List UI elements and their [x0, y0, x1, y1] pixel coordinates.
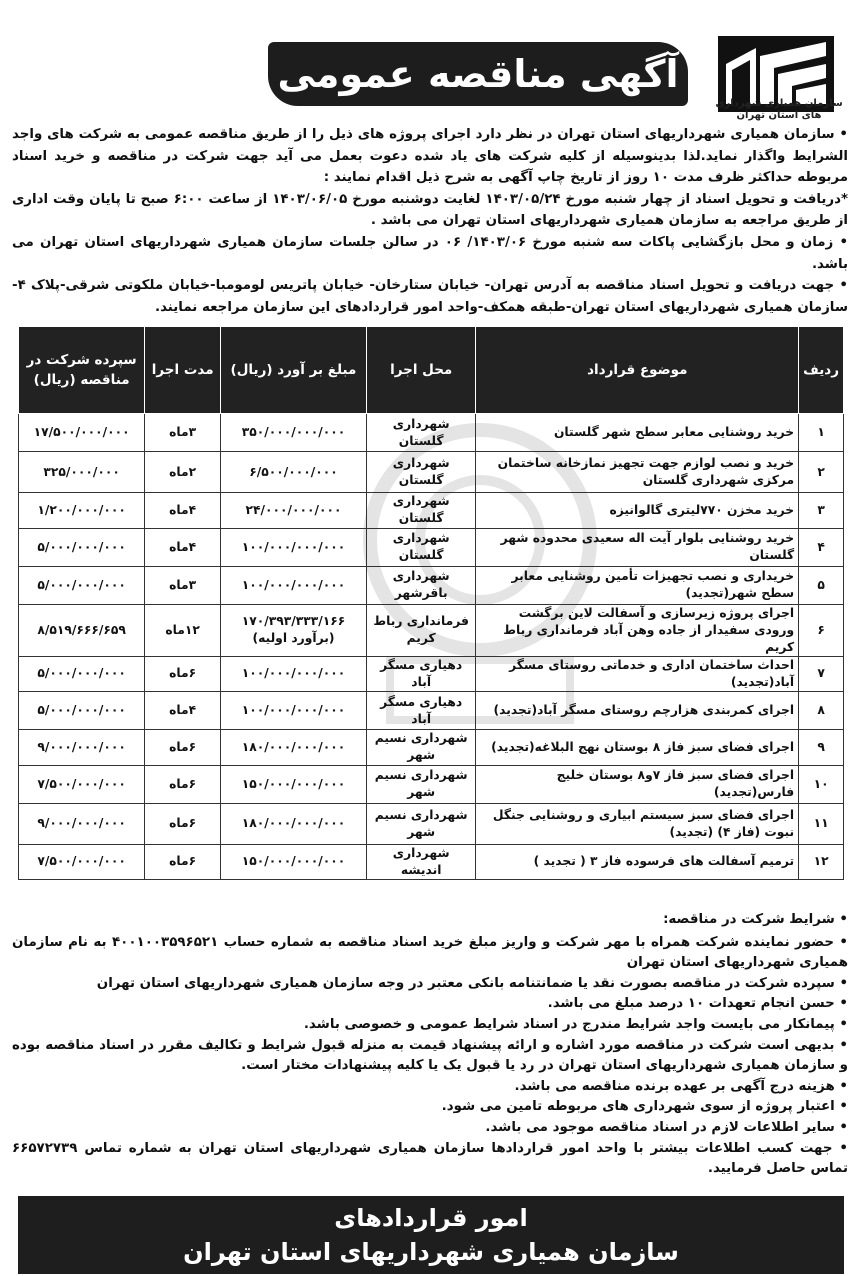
table-row	[19, 730, 844, 766]
intro-paragraph-2: *دریافت و تحویل اسناد از چهار شنبه مورخ ۱۴۰۳/۰۵/۲۴ لغایت دوشنبه مورخ ۱۴۰۳/۰۶/۰۵ از ساعت ۶:۰۰ صبح تا پایان وقت اداری از طریق مراجعه به سازمان همیاری شهرداریهای استان تهران می باشد .	[12, 191, 848, 229]
cell-row-no: ۶	[799, 604, 844, 656]
title-banner	[268, 42, 688, 106]
cell-deposit: ۷/۵۰۰/۰۰۰/۰۰۰	[19, 844, 145, 880]
condition-item: • پیمانکار می بایست واجد شرایط مندرج در اسناد شرایط عمومی و خصوصی باشد.	[303, 1016, 848, 1032]
cell-estimate: ۱۸۰/۰۰۰/۰۰۰/۰۰۰	[221, 730, 367, 766]
cell-estimate: ۱۷۰/۳۹۳/۳۳۳/۱۶۶ (برآورد اولیه)	[221, 604, 367, 656]
cell-estimate: ۱۰۰/۰۰۰/۰۰۰/۰۰۰	[221, 566, 367, 604]
condition-item: • هزینه درج آگهی بر عهده برنده مناقصه می باشد.	[514, 1078, 848, 1094]
cell-estimate: ۱۰۰/۰۰۰/۰۰۰/۰۰۰	[221, 656, 367, 692]
cell-estimate: ۲۴/۰۰۰/۰۰۰/۰۰۰	[221, 493, 367, 529]
header-row-no: ردیف	[799, 327, 844, 414]
condition-item: • سایر اطلاعات لازم در اسناد مناقصه موجود می باشد.	[485, 1119, 848, 1135]
cell-deposit: ۹/۰۰۰/۰۰۰/۰۰۰	[19, 803, 145, 844]
table-row	[19, 528, 844, 566]
notice-header	[0, 14, 862, 122]
cell-location: شهرداری نسیم شهر	[366, 803, 476, 844]
table-row	[19, 414, 844, 452]
cell-duration: ۶ماه	[145, 656, 221, 692]
header-deposit: سپرده شرکت در مناقصه (ریال)	[19, 327, 145, 414]
cell-subject: خرید و نصب لوازم جهت تجهیز نمازخانه ساختمان مرکزی شهرداری گلستان	[476, 452, 799, 493]
cell-deposit: ۵/۰۰۰/۰۰۰/۰۰۰	[19, 692, 145, 730]
cell-row-no: ۱۱	[799, 803, 844, 844]
cell-deposit: ۵/۰۰۰/۰۰۰/۰۰۰	[19, 528, 145, 566]
cell-row-no: ۲	[799, 452, 844, 493]
table-row	[19, 803, 844, 844]
cell-subject: خرید روشنایی معابر سطح شهر گلستان	[476, 414, 799, 452]
cell-duration: ۴ماه	[145, 493, 221, 529]
cell-duration: ۴ماه	[145, 528, 221, 566]
intro-paragraph-4: • جهت دریافت و تحویل اسناد مناقصه به آدرس تهران- خیابان ستارخان- خیابان پاتریس لومومبا-خیابان ملکوتی شرقی-پلاک ۴- سازمان همیاری شهرداریهای استان تهران-طبقه همکف-واحد امور قراردادهای این سازمان مراجعه نمایند.	[12, 278, 848, 315]
condition-item: • حضور نماینده شرکت همراه با مهر شرکت و واریز مبلغ خرید اسناد مناقصه به شماره حساب ۴۰۰۱۰۰۳۵۹۶۵۲۱ به نام سازمان همیاری شهرداریهای استان تهران	[12, 934, 848, 971]
logo-caption: سازمان همیاری شهرداری های استان تهران	[715, 98, 843, 121]
cell-location: شهرداری گلستان	[366, 528, 476, 566]
cell-duration: ۳ماه	[145, 414, 221, 452]
cell-subject: اجرای فضای سبز فاز ۷و۸ بوستان خلیج فارس(تجدید)	[476, 765, 799, 803]
cell-duration: ۶ماه	[145, 730, 221, 766]
cell-subject: ترمیم آسفالت های فرسوده فاز ۳ ( تجدید )	[476, 844, 799, 880]
table-row	[19, 604, 844, 656]
cell-location: دهیاری مسگر آباد	[366, 656, 476, 692]
cell-subject: اجرای فضای سبز سیستم ابیاری و روشنایی جنگل نبوت (فاز ۴) (تجدید)	[476, 803, 799, 844]
cell-duration: ۶ماه	[145, 844, 221, 880]
cell-location: شهرداری نسیم شهر	[366, 730, 476, 766]
table-row	[19, 765, 844, 803]
header-duration: مدت اجرا	[145, 327, 221, 414]
cell-deposit: ۱۷/۵۰۰/۰۰۰/۰۰۰	[19, 414, 145, 452]
intro-paragraph-1: • سازمان همیاری شهرداریهای استان تهران در نظر دارد اجرای پروژه های ذیل را از طریق مناقصه عمومی به شرکت های واجد الشرایط واگذار نماید.لذا بدینوسیله از کلیه شرکت های یاد شده دعوت بعمل می آید جهت شرکت در مناقصه و خرید اسناد مربوطه حداکثر ظرف مدت ۱۰ روز از تاریخ چاپ آگهی به شرح ذیل اقدام نمایند :	[12, 127, 848, 186]
cell-location: شهرداری گلستان	[366, 493, 476, 529]
cell-deposit: ۵/۰۰۰/۰۰۰/۰۰۰	[19, 656, 145, 692]
cell-subject: اجرای پروژه زیرسازی و آسفالت لاین برگشت ورودی سفیدار از جاده وهن آباد فرمانداری رباط کریم	[476, 604, 799, 656]
condition-item: • جهت کسب اطلاعات بیشتر با واحد امور قراردادها سازمان همیاری شهرداریهای استان تهران به شماره تماس ۶۶۵۷۲۷۳۹ تماس حاصل فرمایید.	[12, 1140, 848, 1177]
table-row	[19, 692, 844, 730]
cell-row-no: ۸	[799, 692, 844, 730]
cell-deposit: ۵/۰۰۰/۰۰۰/۰۰۰	[19, 566, 145, 604]
table-row	[19, 493, 844, 529]
table-row	[19, 656, 844, 692]
cell-duration: ۳ماه	[145, 566, 221, 604]
cell-location: شهرداری نسیم شهر	[366, 765, 476, 803]
header-estimate: مبلغ بر آورد (ریال)	[221, 327, 367, 414]
cell-duration: ۴ماه	[145, 692, 221, 730]
cell-duration: ۲ماه	[145, 452, 221, 493]
condition-item: • اعتبار پروژه از سوی شهرداری های مربوطه تامین می شود.	[441, 1099, 848, 1115]
cell-row-no: ۷	[799, 656, 844, 692]
cell-deposit: ۸/۵۱۹/۶۶۶/۶۵۹	[19, 604, 145, 656]
cell-location: شهرداری باقرشهر	[366, 566, 476, 604]
notice-title: آگهی مناقصه عمومی	[277, 52, 679, 96]
header-subject: موضوع قرارداد	[476, 327, 799, 414]
cell-estimate: ۳۵۰/۰۰۰/۰۰۰/۰۰۰	[221, 414, 367, 452]
cell-duration: ۶ماه	[145, 765, 221, 803]
cell-estimate: ۱۰۰/۰۰۰/۰۰۰/۰۰۰	[221, 692, 367, 730]
conditions-section	[12, 910, 848, 1180]
cell-row-no: ۳	[799, 493, 844, 529]
cell-deposit: ۷/۵۰۰/۰۰۰/۰۰۰	[19, 765, 145, 803]
cell-duration: ۱۲ماه	[145, 604, 221, 656]
cell-location: شهرداری گلستان	[366, 414, 476, 452]
table-header-row	[19, 327, 844, 414]
cell-estimate: ۱۰۰/۰۰۰/۰۰۰/۰۰۰	[221, 528, 367, 566]
footer-banner	[18, 1196, 844, 1274]
cell-deposit: ۱/۲۰۰/۰۰۰/۰۰۰	[19, 493, 145, 529]
table-row	[19, 452, 844, 493]
cell-location: شهرداری گلستان	[366, 452, 476, 493]
footer-line-1: امور قراردادهای	[334, 1204, 528, 1232]
projects-table	[18, 326, 844, 880]
intro-paragraph-3: • زمان و محل بازگشایی پاکات سه شنبه مورخ ۱۴۰۳/۰۶/ ۰۶ در سالن جلسات سازمان همیاری شهرداریهای استان تهران می باشد.	[12, 234, 849, 272]
cell-location: دهیاری مسگر آباد	[366, 692, 476, 730]
cell-row-no: ۵	[799, 566, 844, 604]
table-row	[19, 844, 844, 880]
cell-location: شهرداری اندیشه	[366, 844, 476, 880]
table-row	[19, 566, 844, 604]
cell-subject: خرید روشنایی بلوار آیت اله سعیدی محدوده شهر گلستان	[476, 528, 799, 566]
cell-estimate: ۱۵۰/۰۰۰/۰۰۰/۰۰۰	[221, 765, 367, 803]
cell-subject: اجرای کمربندی هزارچم روستای مسگر آباد(تجدید)	[476, 692, 799, 730]
cell-row-no: ۱۲	[799, 844, 844, 880]
footer-line-2: سازمان همیاری شهرداریهای استان تهران	[183, 1238, 679, 1266]
cell-subject: خریداری و نصب تجهیزات تأمین روشنایی معابر سطح شهر(تجدید)	[476, 566, 799, 604]
cell-estimate: ۱۸۰/۰۰۰/۰۰۰/۰۰۰	[221, 803, 367, 844]
header-location: محل اجرا	[366, 327, 476, 414]
cell-deposit: ۹/۰۰۰/۰۰۰/۰۰۰	[19, 730, 145, 766]
cell-deposit: ۳۲۵/۰۰۰/۰۰۰	[19, 452, 145, 493]
condition-item: • سپرده شرکت در مناقصه بصورت نقد یا ضمانتنامه بانکی معتبر در وجه سازمان همیاری شهرداریهای استان تهران	[96, 975, 848, 991]
conditions-title: • شرایط شرکت در مناقصه:	[663, 912, 848, 927]
cell-location: فرمانداری رباط کریم	[366, 604, 476, 656]
cell-subject: اجرای فضای سبز فاز ۸ بوستان نهج البلاغه(تجدید)	[476, 730, 799, 766]
cell-row-no: ۹	[799, 730, 844, 766]
condition-item: • بدیهی است شرکت در مناقصه مورد اشاره و ارائه پیشنهاد قیمت به منزله قبول شرایط و تکالیف مقرر در اسناد مناقصه بوده و سازمان همیاری شهرداریهای استان تهران در رد یا قبول یک یا کلیه پیشنهادات مختار است.	[12, 1037, 848, 1074]
cell-estimate: ۱۵۰/۰۰۰/۰۰۰/۰۰۰	[221, 844, 367, 880]
intro-section	[12, 124, 848, 318]
cell-duration: ۶ماه	[145, 803, 221, 844]
cell-row-no: ۴	[799, 528, 844, 566]
cell-subject: خرید مخزن ۷۷۰لیتری گالوانیزه	[476, 493, 799, 529]
cell-row-no: ۱۰	[799, 765, 844, 803]
condition-item: • حسن انجام تعهدات ۱۰ درصد مبلغ می باشد.	[547, 996, 848, 1012]
cell-row-no: ۱	[799, 414, 844, 452]
cell-subject: احداث ساختمان اداری و خدماتی روستای مسگر آباد(تجدید)	[476, 656, 799, 692]
cell-estimate: ۶/۵۰۰/۰۰۰/۰۰۰	[221, 452, 367, 493]
